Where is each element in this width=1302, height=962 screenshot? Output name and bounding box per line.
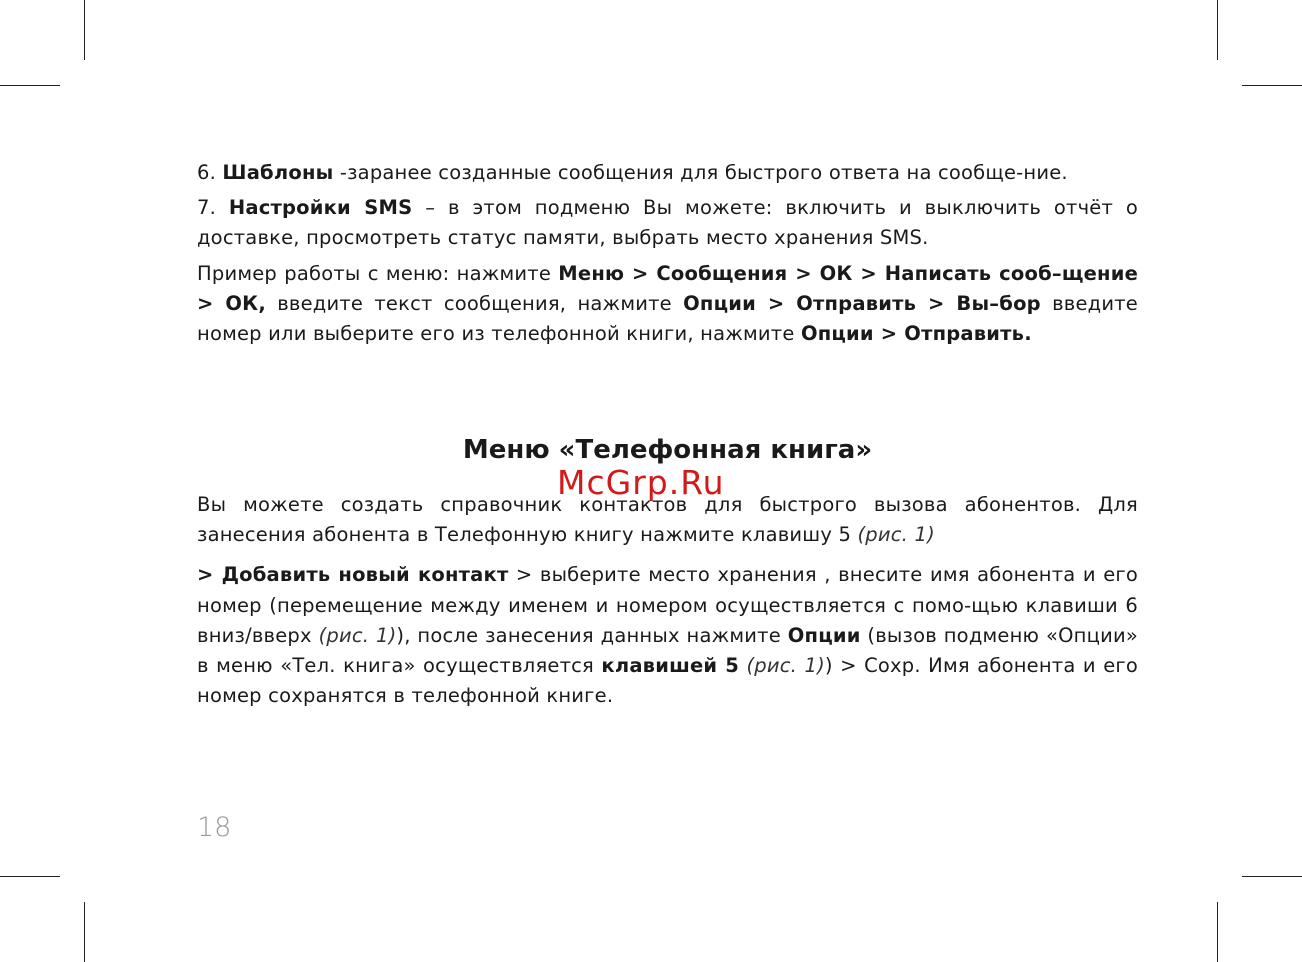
crop-mark xyxy=(1242,85,1302,86)
body-text: (вызов подменю «Опции» в меню «Тел. книга» осуществляется xyxy=(197,623,1138,678)
body-text: ), после занесения данных нажмите xyxy=(396,623,788,647)
item-number: 6. xyxy=(197,161,223,184)
intro-text: Вы можете создать справочник контактов для быстрого вызова абонентов. Для занесения абонента в Телефонную книгу нажмите клавишу 5 xyxy=(197,493,1138,547)
item-title: Настройки SMS xyxy=(228,196,413,220)
example-paragraph xyxy=(197,259,1138,350)
item-number: 7. xyxy=(197,196,229,220)
menu-path: Опции > Отправить > Вы–бор xyxy=(683,291,1041,315)
watermark: McGrp.Ru xyxy=(557,463,725,502)
crop-mark xyxy=(0,876,60,877)
crop-mark xyxy=(1217,0,1218,60)
key-label: клавишей 5 xyxy=(601,654,740,678)
menu-path: Меню > Сообщения > ОК > Написать сооб–щение > ОК, xyxy=(197,261,1139,315)
phonebook-text-block xyxy=(197,490,1138,721)
item-text: -заранее созданные сообщения для быстрого ответа на сообще-ние. xyxy=(333,161,1068,184)
crop-mark xyxy=(84,0,85,60)
add-contact-paragraph xyxy=(197,560,1138,711)
item-title: Шаблоны xyxy=(222,161,334,184)
crop-mark xyxy=(1242,876,1302,877)
crop-mark xyxy=(84,902,85,962)
page-number: 18 xyxy=(197,812,232,843)
crop-mark xyxy=(1217,902,1218,962)
item-7-paragraph xyxy=(197,193,1138,253)
figure-ref: (рис. 1) xyxy=(318,623,397,647)
body-text: ) > Сохр. Имя абонента и его номер сохранятся в телефонной книге. xyxy=(197,654,1138,708)
body-text: > выберите место хранения , внесите имя абонента и его номер (перемещение между именем и номером осуществляется с помо-щью клавиши 6 вниз/вверх xyxy=(197,563,1138,647)
figure-ref: (рис. 1) xyxy=(746,654,825,678)
item-6-paragraph xyxy=(197,158,1138,188)
example-text: введите текст сообщения, нажмите xyxy=(265,291,684,315)
example-text: введите номер или выберите его из телефонной книги, нажмите xyxy=(197,291,1138,346)
item-text: – в этом подменю Вы можете: включить и выключить отчёт о доставке, просмотреть статус памяти, выбрать место хранения SMS. xyxy=(197,196,1139,250)
crop-mark xyxy=(0,85,60,86)
menu-path: > Добавить новый контакт xyxy=(197,563,509,587)
intro-paragraph xyxy=(197,490,1138,550)
figure-ref: (рис. 1) xyxy=(857,523,935,547)
menu-path: Опции xyxy=(787,623,861,647)
top-text-block xyxy=(197,158,1138,354)
section-heading: Меню «Телефонная книга» xyxy=(462,435,873,465)
menu-path: Опции > Отправить. xyxy=(800,322,1032,346)
example-text: Пример работы с меню: нажмите xyxy=(197,261,559,285)
